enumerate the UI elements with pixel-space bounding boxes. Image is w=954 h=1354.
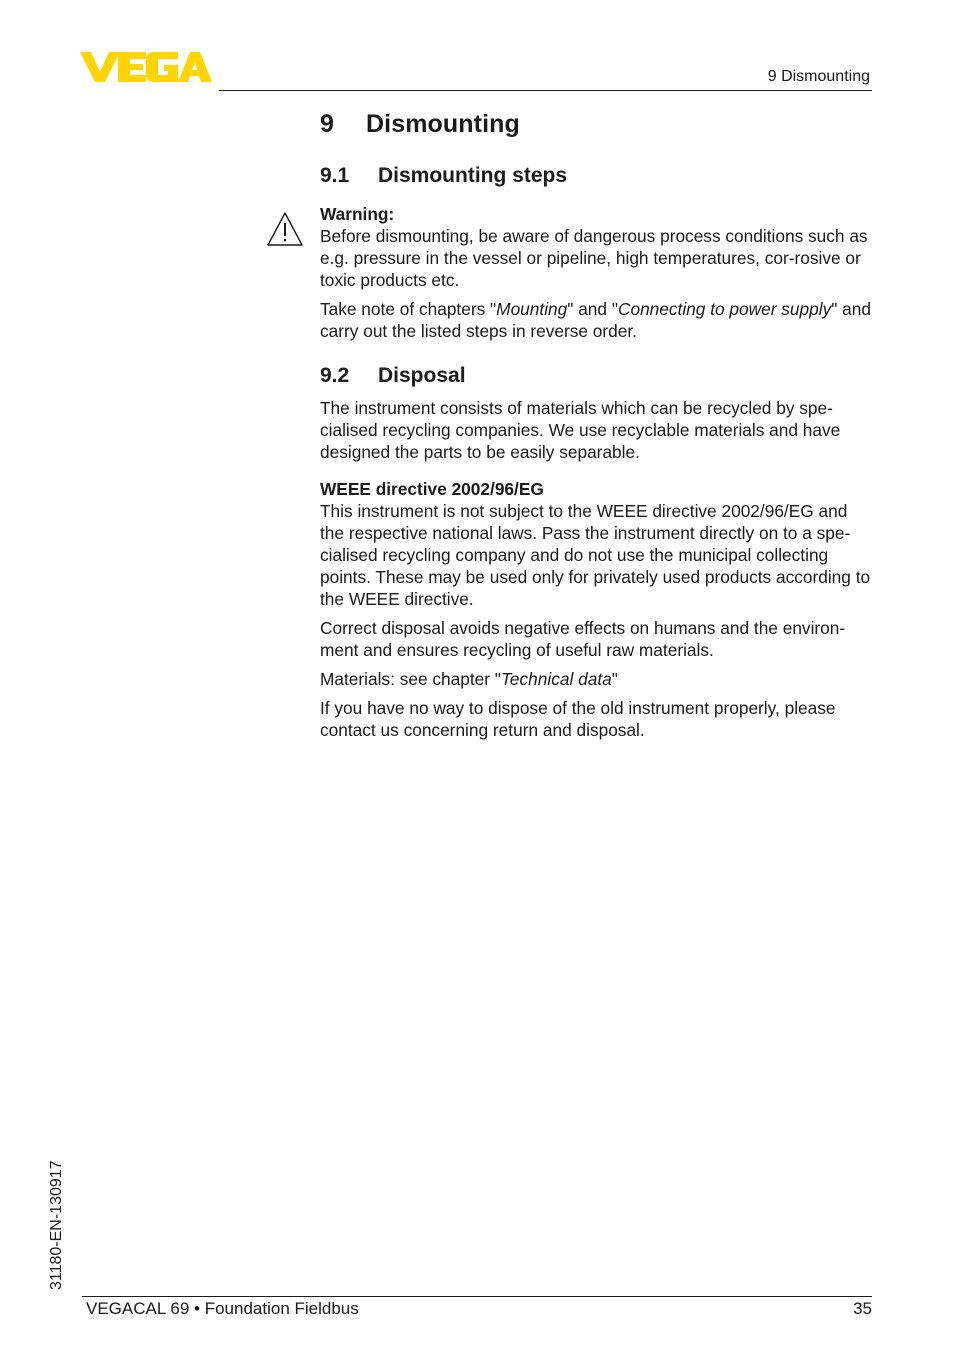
- chapter-title: [320, 110, 520, 139]
- disposal-intro-text: The instrument consists of materials which can be recycled by spe-cialised recycling companies. We use recyclable materials and have designed the parts to be easily separable.: [320, 398, 841, 462]
- warning-text: Before dismounting, be aware of dangerous process conditions such as e.g. pressure in the vessel or pipeline, high temperatures, cor-rosive or toxic products etc.: [320, 226, 868, 290]
- warning-block: [320, 203, 876, 349]
- vega-logo: [80, 50, 212, 84]
- warning-paragraph: [320, 203, 876, 291]
- section-heading-disposal: [320, 364, 466, 388]
- section-title: Dismounting steps: [378, 164, 568, 187]
- contact-text: If you have no way to dispose of the old instrument properly, please contact us concerning return and disposal.: [320, 698, 836, 740]
- correct-disposal-text: Correct disposal avoids negative effects on humans and the environ-ment and ensures recycling of useful raw materials.: [320, 618, 846, 660]
- footer-product: VEGACAL 69 • Foundation Fieldbus: [86, 1299, 359, 1318]
- warning-label: Warning:: [320, 204, 395, 224]
- page-number: 35: [853, 1299, 872, 1318]
- materials-paragraph: [320, 668, 876, 690]
- weee-label: WEEE directive 2002/96/EG: [320, 479, 544, 499]
- ref-technical-data: Technical data: [500, 669, 612, 689]
- weee-block: [320, 478, 876, 748]
- ref-mounting: Mounting: [496, 299, 568, 319]
- document-code: 31180-EN-130917: [48, 1160, 65, 1290]
- section-title: Disposal: [378, 364, 466, 387]
- footer-rule: [82, 1296, 872, 1297]
- materials-suffix: ": [611, 669, 618, 689]
- chapter-title-text: Dismounting: [366, 110, 520, 138]
- note-suffix: " and carry out the listed steps in reverse order.: [320, 299, 872, 341]
- section-heading-dismounting-steps: [320, 164, 567, 188]
- note-paragraph: [320, 298, 876, 342]
- note-mid: " and ": [567, 299, 618, 319]
- note-prefix: Take note of chapters ": [320, 299, 497, 319]
- ref-connecting: Connecting to power supply: [617, 299, 832, 319]
- warning-triangle-icon: [266, 211, 304, 247]
- running-head: 9 Dismounting: [767, 68, 870, 85]
- section-number: 9.2: [320, 364, 350, 387]
- section-number: 9.1: [320, 164, 350, 187]
- materials-prefix: Materials: see chapter ": [320, 669, 501, 689]
- weee-paragraph: [320, 478, 876, 610]
- chapter-number: 9: [320, 110, 335, 138]
- disposal-intro: [320, 397, 876, 470]
- weee-text: This instrument is not subject to the WEEE directive 2002/96/EG and the respective national laws. Pass the instrument directly on to a spe-cialised recycling company and do not use the municipal collecting points. These may be used only for privately used products according to the WEEE directive.: [320, 501, 871, 609]
- header-rule: [219, 90, 872, 91]
